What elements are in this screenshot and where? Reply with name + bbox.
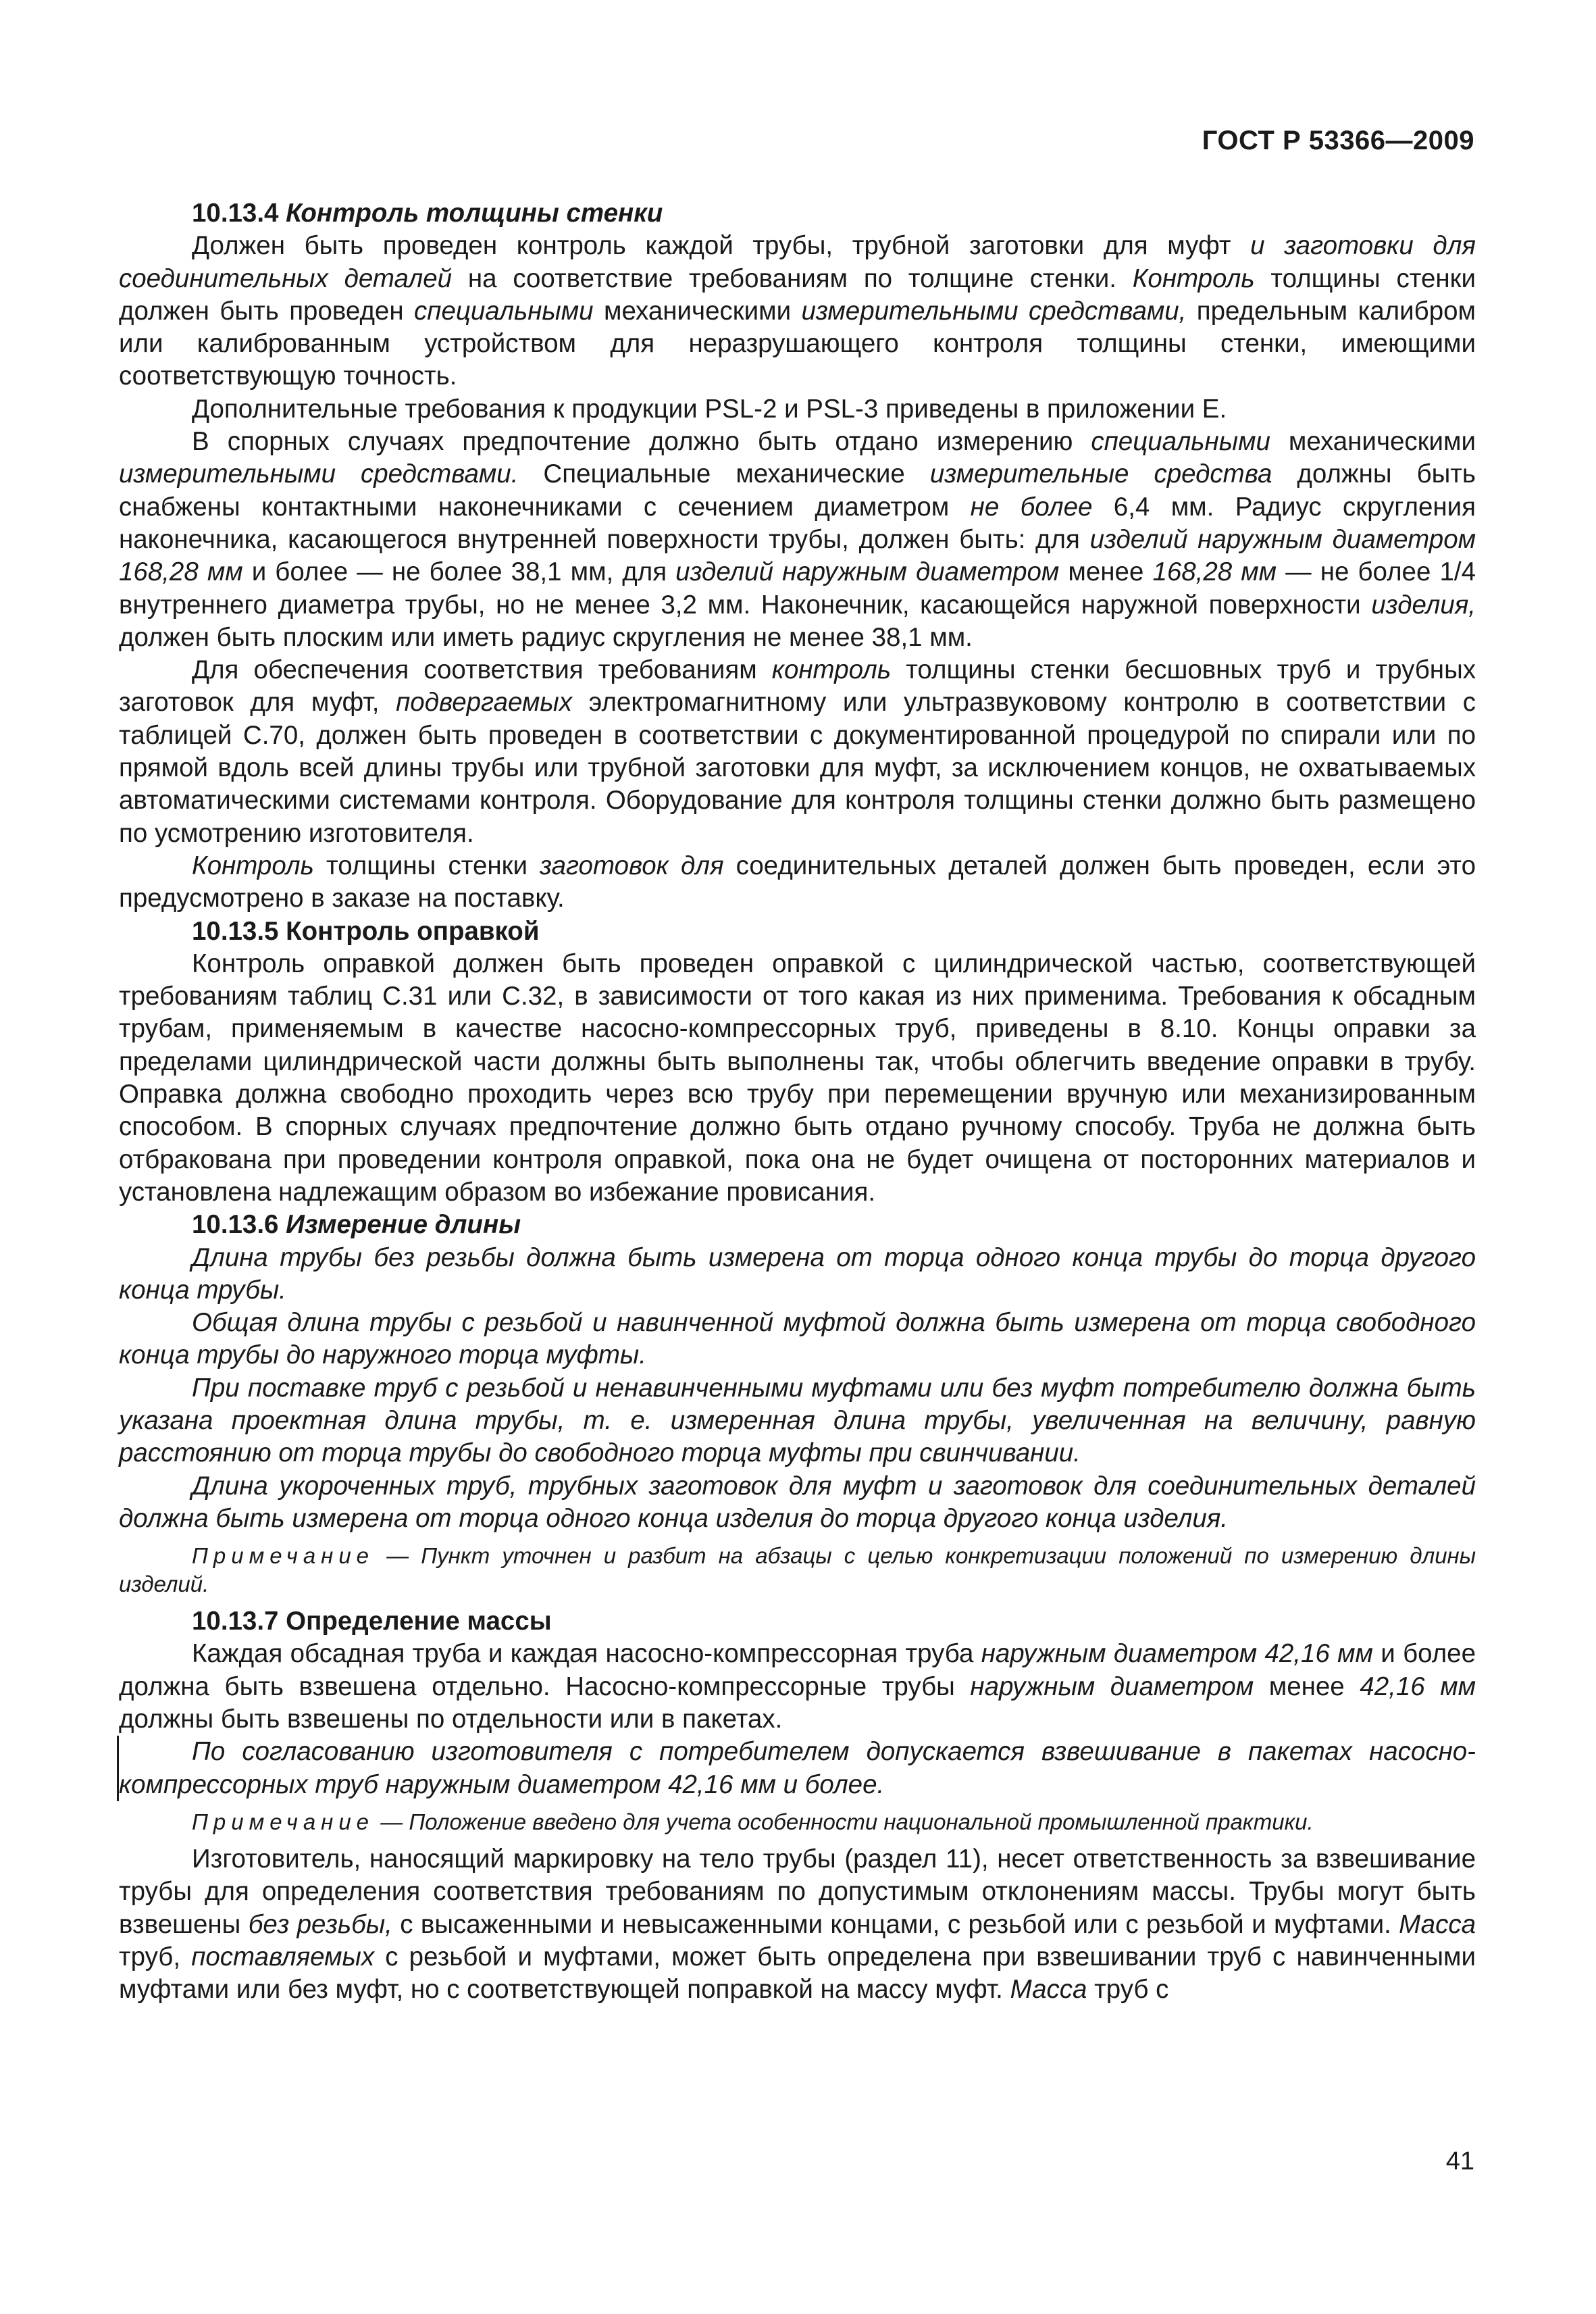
section-heading-10-13-5: 10.13.5 Контроль оправкой — [192, 916, 540, 946]
paragraph: Длина трубы без резьбы должна быть измерена от торца одного конца трубы до торца другого конца трубы. — [119, 1242, 1476, 1305]
paragraph: При поставке труб с резьбой и ненавинченными муфтами или без муфт потребителю должна быть указана проектная длина трубы, т. е. измеренная длина трубы, увеличенная на величину, равную расстоянию от торца трубы до свободного торца муфты при свинчивании. — [119, 1373, 1476, 1468]
paragraph: В спорных случаях предпочтение должно быть отдано измерению специальными механическими измерительными средствами. Специальные механические измерительные средства должны быть снабжены контактными наконечниками с сечением диаметром не более 6,4 мм. Радиус скругления наконечника, касающегося внутренней поверхности трубы, должен быть: для изделий наружным диаметром 168,28 мм и более — не более 38,1 мм, для изделий наружным диаметром менее 168,28 мм — не более 1/4 внутреннего диаметра трубы, но не менее 3,2 мм. Наконечник, касающейся наружной поверхности изделия, должен быть плоским или иметь радиус скругления не менее 38,1 мм. — [119, 427, 1476, 652]
document-body — [119, 197, 1476, 2006]
change-bar-paragraph: По согласованию изготовителя с потребителем допускается взвешивание в пакетах насосно-компрессорных труб наружным диаметром 42,16 мм и более. — [117, 1736, 1476, 1801]
paragraph: Должен быть проведен контроль каждой трубы, трубной заготовки для муфт и заготовки для соединительных деталей на соответствие требованиям по толщине стенки. Контроль толщины стенки должен быть проведен специальными механическими измерительными средствами, предельным калибром или калиброванным устройством для неразрушающего контроля толщины стенки, имеющими соответствующую точность. — [119, 231, 1476, 391]
note: Примечание — Пункт уточнен и разбит на абзацы с целью конкретизации положений по измерению длины изделий. — [119, 1543, 1476, 1597]
section-heading-10-13-6: 10.13.6 Измерение длины — [192, 1210, 521, 1240]
paragraph: Контроль оправкой должен быть проведен оправкой с цилиндрической частью, соответствующей требованиям таблиц С.31 или С.32, в зависимости от того какая из них применима. Требования к обсадным трубам, применяемым в качестве насосно-компрессорных труб, приведены в 8.10. Концы оправки за пределами цилиндрической части должны быть выполнены так, чтобы облегчить введение оправки в трубу. Оправка должна свободно проходить через всю трубу при перемещении вручную или механизированным способом. В спорных случаях предпочтение должно быть отдано ручному способу. Труба не должна быть отбракована при проведении контроля оправкой, пока она не будет очищена от посторонних материалов и установлена надлежащим образом во избежание провисания. — [119, 949, 1476, 1207]
paragraph: Для обеспечения соответствия требованиям контроль толщины стенки бесшовных труб и трубных заготовок для муфт, подвергаемых электромагнитному или ультразвуковому контролю в соответствии с таблицей С.70, должен быть проведен в соответствии с документированной процедурой по спирали или по прямой вдоль всей длины трубы или трубной заготовки для муфт, за исключением концов, не охватываемых автоматическими системами контроля. Оборудование для контроля толщины стенки должно быть размещено по усмотрению изготовителя. — [119, 655, 1476, 848]
paragraph: Контроль толщины стенки заготовок для соединительных деталей должен быть проведен, если это предусмотрено в заказе на поставку. — [119, 851, 1476, 913]
paragraph: Длина укороченных труб, трубных заготовок для муфт и заготовок для соединительных деталей должна быть измерена от торца одного конца изделия до торца другого конца изделия. — [119, 1471, 1476, 1533]
paragraph: Дополнительные требования к продукции PSL-2 и PSL-3 приведены в приложении Е. — [192, 394, 1227, 424]
document-code: ГОСТ Р 53366—2009 — [1202, 126, 1474, 155]
note: Примечание — Положение введено для учета особенности национальной промышленной практики. — [192, 1809, 1314, 1834]
paragraph: Каждая обсадная труба и каждая насосно-компрессорная труба наружным диаметром 42,16 мм и более должна быть взвешена отдельно. Насосно-компрессорные трубы наружным диаметром менее 42,16 мм должны быть взвешены по отдельности или в пакетах. — [119, 1639, 1476, 1734]
page-number: 41 — [1445, 2147, 1474, 2175]
paragraph: Изготовитель, наносящий маркировку на тело трубы (раздел 11), несет ответственность за взвешивание трубы для определения соответствия требованиям по допустимым отклонениям массы. Трубы могут быть взвешены без резьбы, с высаженными и невысаженными концами, с резьбой или с резьбой и муфтами. Масса труб, поставляемых с резьбой и муфтами, может быть определена при взвешивании труб с навинченными муфтами или без муфт, но с соответствующей поправкой на массу муфт. Масса труб с — [119, 1844, 1476, 2005]
section-heading-10-13-7: 10.13.7 Определение массы — [192, 1607, 552, 1636]
section-heading-10-13-4: 10.13.4 Контроль толщины стенки — [192, 199, 663, 228]
paragraph: Общая длина трубы с резьбой и навинченной муфтой должна быть измерена от торца свободного конца трубы до наружного торца муфты. — [119, 1308, 1476, 1370]
